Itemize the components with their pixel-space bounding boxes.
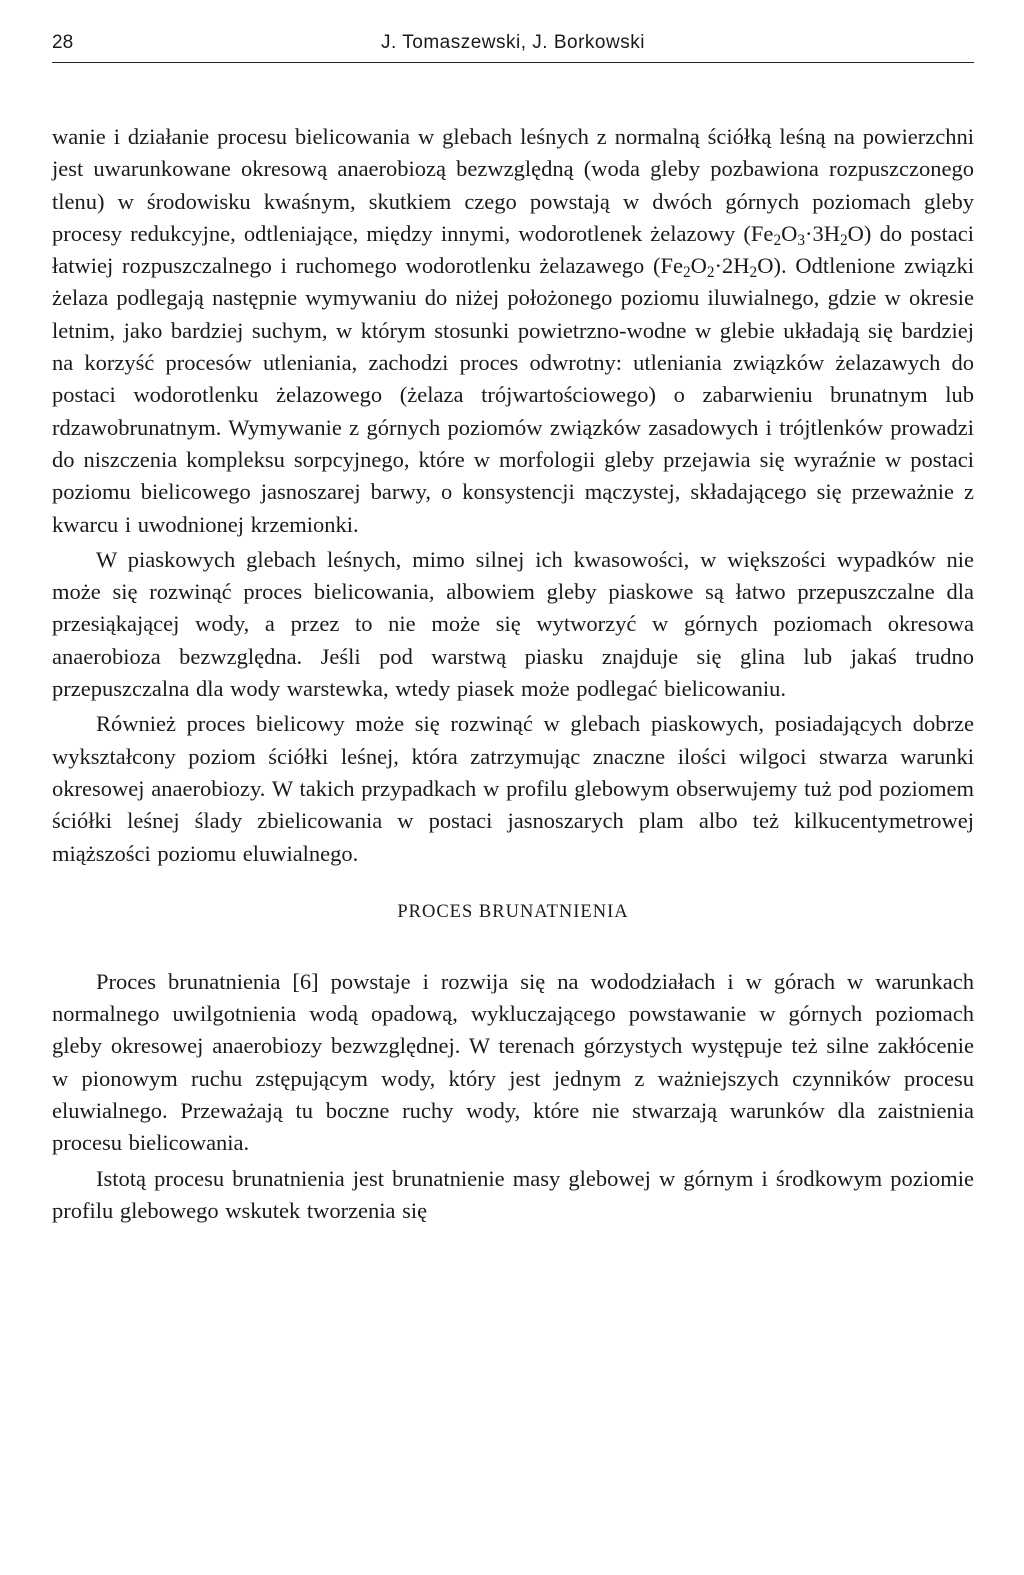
paragraph-2: W piaskowych glebach leśnych, mimo silnej ich kwasowości, w większości wypadków nie może się rozwinąć proces bielicowania, albowiem gleby piaskowe są łatwo przepuszczalne dla przesiąkającej wody, a przez to nie może się wytworzyć w górnych poziomach okresowa anaerobioza bezwzględna. Jeśli pod warstwą piasku znajduje się glina lub jakaś trudno przepuszczalna dla wody warstewka, wtedy piasek może podlegać bielicowaniu. (52, 546, 974, 702)
paragraph-5: Istotą procesu brunatnienia jest brunatnienie masy glebowej w górnym i środkowym poziomie profilu glebowego wskutek tworzenia się (52, 1165, 974, 1223)
paragraph-3: Również proces bielicowy może się rozwinąć w glebach piaskowych, posiadających dobrze wykształcony poziom ściółki leśnej, która zatrzymując znaczne ilości wilgoci stwarza warunki okresowej anaerobiozy. W takich przypadkach w profilu glebowym obserwujemy tuż pod poziomem ściółki leśnej ślady zbielicowania w postaci jasnoszarych plam albo też kilkucentymetrowej miąższości poziomu eluwialnego. (52, 711, 974, 866)
paragraph-4: Proces brunatnienia [6] powstaje i rozwija się na wododziałach i w górach w warunkach normalnego uwilgotnienia wodą opadową, wykluczającego powstawanie w górnych poziomach gleby okresowej anaerobiozy bezwzględnej. W terenach górzystych występuje też silne zakłócenie w pionowym ruchu zstępującym wody, który jest jednym z ważniejszych czynników procesu eluwialnego. Przeważają tu boczne ruchy wody, które nie stwarzają warunków dla zaistnienia procesu bielicowania. (52, 968, 974, 1156)
article-body (52, 121, 974, 1227)
paragraph-1: wanie i działanie procesu bielicowania w glebach leśnych z normalną ściółką leśną na powierzchni jest uwarunkowane okresową anaerobiozą bezwzględną (woda gleby pozbawiona rozpuszczonego tlenu) w środowisku kwaśnym, skutkiem czego powstają w dwóch górnych poziomach gleby procesy redukcyjne, odtleniające, między innymi, wodorotlenek żelazowy $(Fe_2O_3\cdot 3H_2O)$ do postaci łatwiej rozpuszczalnego i ruchomego wodorotlenku żelazawego $(Fe_2O_2\cdot 2H_2O)$. Odtlenione związki żelaza podlegają następnie wymywaniu do niżej położonego poziomu iluwialnego, gdzie w okresie letnim, jako bardziej suchym, w którym stosunki powietrzno-wodne w glebie układają się bardziej na korzyść procesów utleniania, zachodzi proces odwrotny: utleniania związków żelazawych do postaci wodorotlenku żelazowego (żelaza trójwartościowego) o zabarwieniu brunatnym lub rdzawobrunatnym. Wymywanie z górnych poziomów związków zasadowych i trójtlenków prowadzi do niszczenia kompleksu sorpcyjnego, które w morfologii gleby przejawia się wyraźnie w postaci poziomu bielicowego jasnoszarej barwy, o konsystencji mączystej, składającego się przeważnie z kwarcu i uwodnionej krzemionki. (52, 124, 975, 537)
page-header (52, 28, 974, 63)
section-heading: PROCES BRUNATNIENIA (397, 901, 629, 922)
page (52, 28, 974, 1227)
page-number: 28 (52, 32, 74, 53)
running-head: J. Tomaszewski, J. Borkowski (381, 32, 645, 53)
